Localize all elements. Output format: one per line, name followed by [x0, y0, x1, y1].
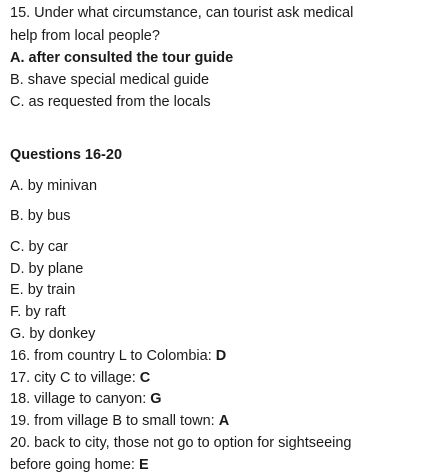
option-g: G. by donkey [10, 326, 96, 342]
answer-18-value: G [150, 391, 162, 407]
q20-prompt: before going home: [10, 457, 139, 473]
option-d: D. by plane [10, 261, 84, 277]
answer-18 [10, 390, 162, 408]
q15-option-a: A. after consulted the tour guide [10, 50, 234, 66]
option-f: F. by raft [10, 304, 66, 320]
option-b: B. by bus [10, 208, 71, 224]
answer-19 [10, 412, 229, 430]
answer-19-prompt: 19. from village B to small town: [10, 413, 219, 429]
q15-line-2: help from local people? [10, 28, 160, 44]
option-c: C. by car [10, 239, 69, 255]
answer-16 [10, 347, 226, 365]
q20-line-2 [10, 456, 149, 474]
answer-16-prompt: 16. from country L to Colombia: [10, 348, 216, 364]
answer-18-prompt: 18. village to canyon: [10, 391, 151, 407]
q15-option-c: C. as requested from the locals [10, 94, 211, 110]
q20-line-1: 20. back to city, those not go to option for sightseeing [10, 435, 352, 451]
q15-option-b: B. shave special medical guide [10, 72, 210, 88]
answer-17-value: C [139, 370, 151, 386]
answer-20-value: E [138, 457, 149, 473]
answer-19-value: A [218, 413, 230, 429]
q15-line-1: 15. Under what circumstance, can tourist ask medical [10, 5, 354, 21]
answer-17-prompt: 17. city C to village: [10, 370, 140, 386]
section-heading: Questions 16-20 [10, 147, 123, 163]
option-a: A. by minivan [10, 178, 98, 194]
option-e: E. by train [10, 282, 76, 298]
answer-17 [10, 369, 150, 387]
answer-16-value: D [215, 348, 227, 364]
